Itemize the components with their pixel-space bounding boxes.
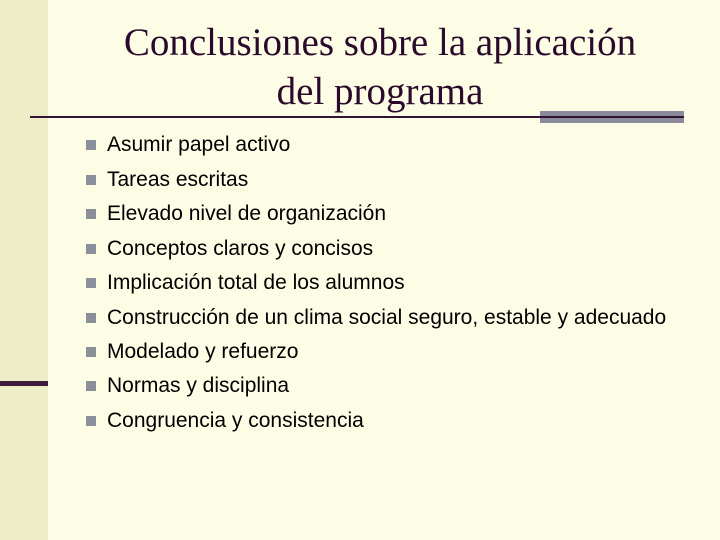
bullet-list: [86, 128, 686, 438]
list-item: [86, 163, 686, 198]
list-item-text: Elevado nivel de organización: [107, 202, 387, 225]
title-rule-accent-bottom: [540, 118, 684, 123]
square-bullet-icon: [86, 416, 96, 426]
list-item: [86, 266, 686, 301]
square-bullet-icon: [86, 347, 96, 357]
list-item-text: Normas y disciplina: [107, 374, 290, 397]
list-item: [86, 335, 686, 370]
title-line-2: del programa: [276, 70, 484, 113]
list-item: [86, 197, 686, 232]
square-bullet-icon: [86, 278, 96, 288]
list-item-text: Asumir papel activo: [107, 133, 291, 156]
list-item: [86, 369, 686, 404]
left-sidebar-band: [0, 0, 48, 540]
slide-title: [80, 18, 680, 116]
list-item: [86, 404, 686, 439]
square-bullet-icon: [86, 313, 96, 323]
square-bullet-icon: [86, 209, 96, 219]
list-item-text: Congruencia y consistencia: [107, 408, 364, 432]
list-item-text: Implicación total de los alumnos: [107, 271, 405, 294]
list-item: [86, 301, 686, 335]
title-line-1: Conclusiones sobre la aplicación: [123, 21, 637, 64]
list-item: [86, 128, 686, 163]
list-item-text: Modelado y refuerzo: [107, 339, 299, 363]
square-bullet-icon: [86, 244, 96, 254]
square-bullet-icon: [86, 381, 96, 391]
list-item-text: Tareas escritas: [107, 167, 249, 191]
list-item: [86, 232, 686, 267]
sidebar-accent-bar: [0, 381, 48, 386]
square-bullet-icon: [86, 140, 96, 150]
list-item-text: Conceptos claros y concisos: [107, 236, 374, 260]
list-item-text: Construcción de un clima social seguro, estable y adecuado: [107, 306, 667, 329]
square-bullet-icon: [86, 175, 96, 185]
